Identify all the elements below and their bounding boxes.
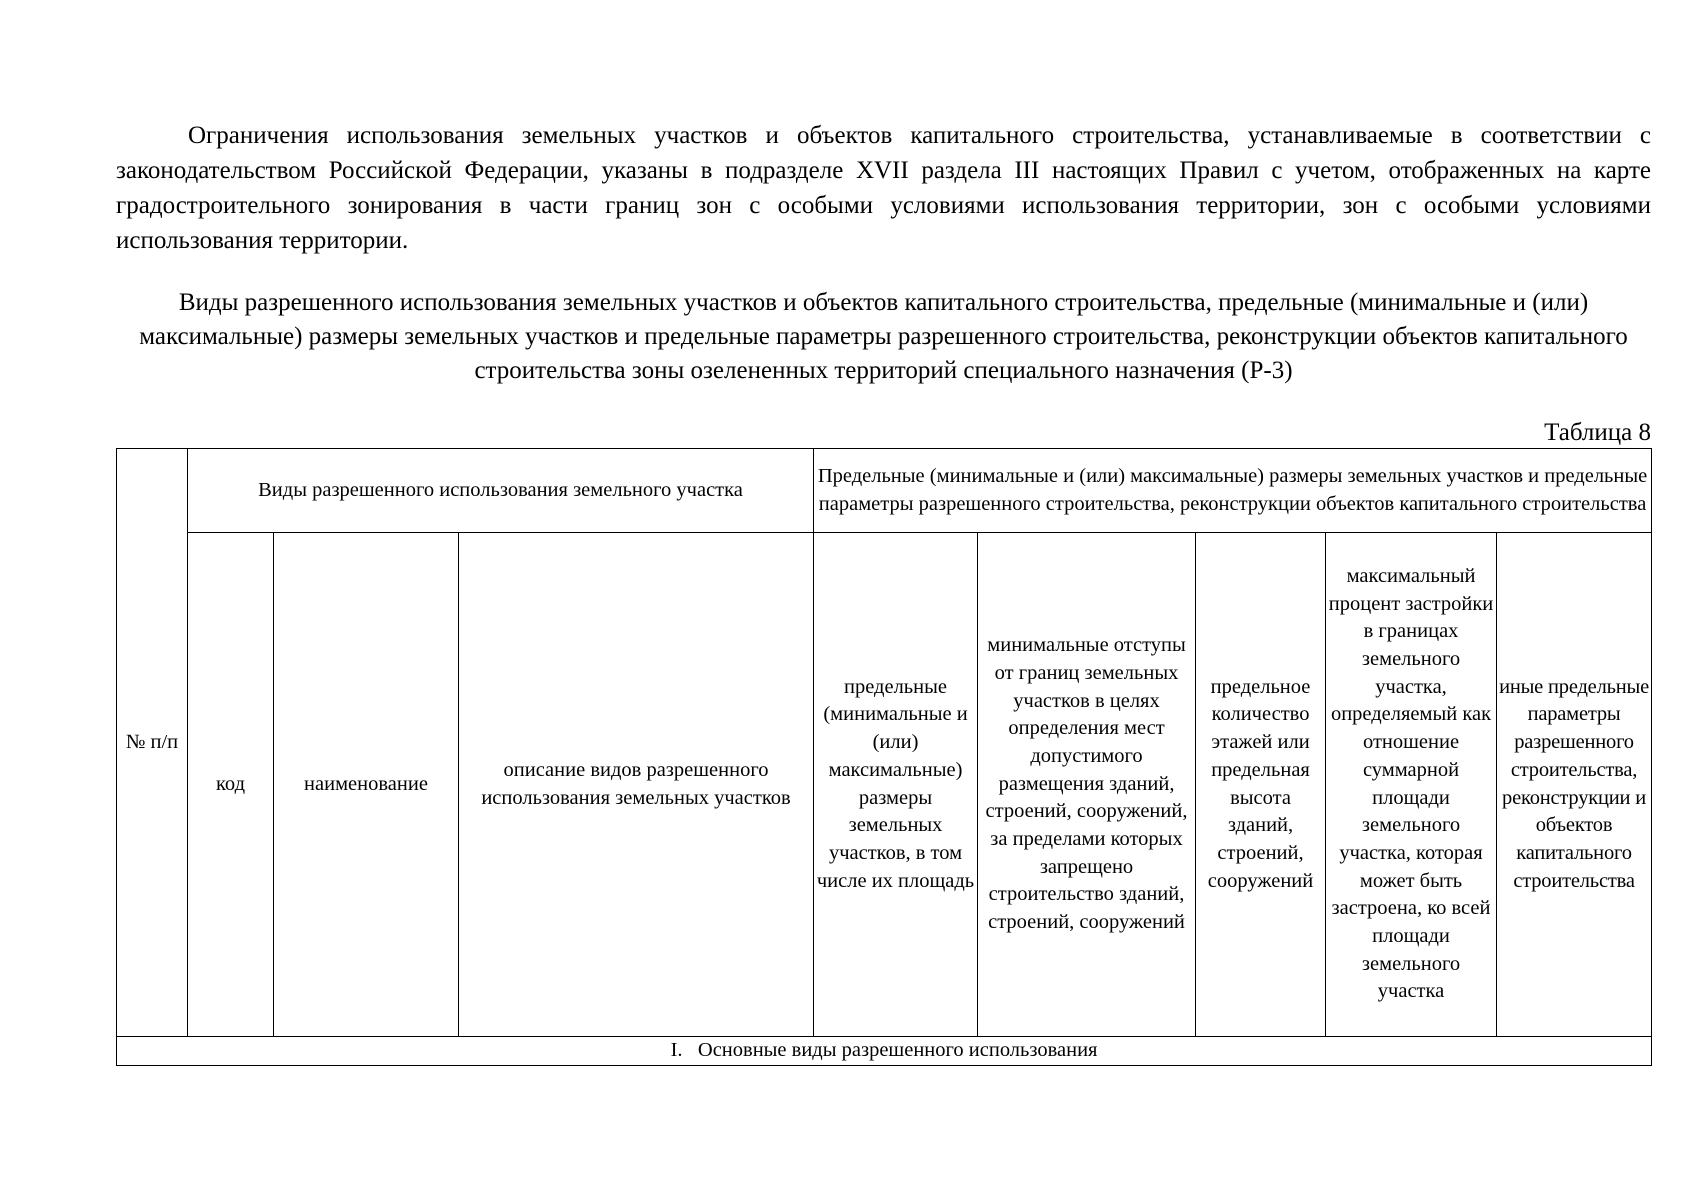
- header-other-params: иные предельные параметры разрешенного строительства, реконструкции и объектов капитального строительства: [1497, 533, 1652, 1037]
- header-description: описание видов разрешенного использования земельных участков: [459, 533, 814, 1037]
- header-number: № п/п: [117, 449, 188, 1037]
- header-limits-group: Предельные (минимальные и (или) максимальные) размеры земельных участков и предельные параметры разрешенного строительства, реконструкции объектов капитального строительства: [814, 449, 1652, 533]
- section-heading: Виды разрешенного использования земельных участков и объектов капитального строительства, предельные (минимальные и (или) максимальные) размеры земельных участков и предельные параметры разрешенного строительства, реконструкции объектов капитального строительства зоны озелененных территорий специального назначения (Р-3): [139, 289, 1628, 384]
- header-coverage-percent: максимальный процент застройки в границах земельного участка, определяемый как отношение суммарной площади земельного участка, которая может быть застроена, ко всей площади земельного участка: [1326, 533, 1497, 1037]
- header-plot-size: предельные (минимальные и (или) максимальные) размеры земельных участков, в том числе их площадь: [814, 533, 978, 1037]
- table-header-row-2: [117, 533, 1652, 1037]
- table-header-row-1: [117, 449, 1652, 533]
- table-caption: Таблица 8: [1544, 419, 1651, 446]
- intro-paragraph: Ограничения использования земельных участков и объектов капитального строительства, устанавливаемые в соответствии с законодательством Российской Федерации, указаны в подразделе XVII раздела III настоящих Правил с учетом, отображенных на карте градостроительного зонирования в части границ зон с особыми условиями использования территории, зон с особыми условиями использования территории.: [116, 122, 1651, 254]
- header-code: код: [188, 533, 274, 1037]
- header-name: наименование: [274, 533, 459, 1037]
- header-setbacks: минимальные отступы от границ земельных участков в целях определения мест допустимого размещения зданий, строений, сооружений, за пределами которых запрещено строительство зданий, строений, сооружений: [978, 533, 1196, 1037]
- section-row: [117, 1037, 1652, 1066]
- permitted-use-table: [116, 448, 1652, 1066]
- document-page: [116, 118, 1651, 1066]
- header-permitted-use-group: Виды разрешенного использования земельного участка: [188, 449, 814, 533]
- header-floors-height: предельное количество этажей или предельная высота зданий, строений, сооружений: [1196, 533, 1326, 1037]
- section-row-label: I. Основные виды разрешенного использования: [117, 1037, 1652, 1066]
